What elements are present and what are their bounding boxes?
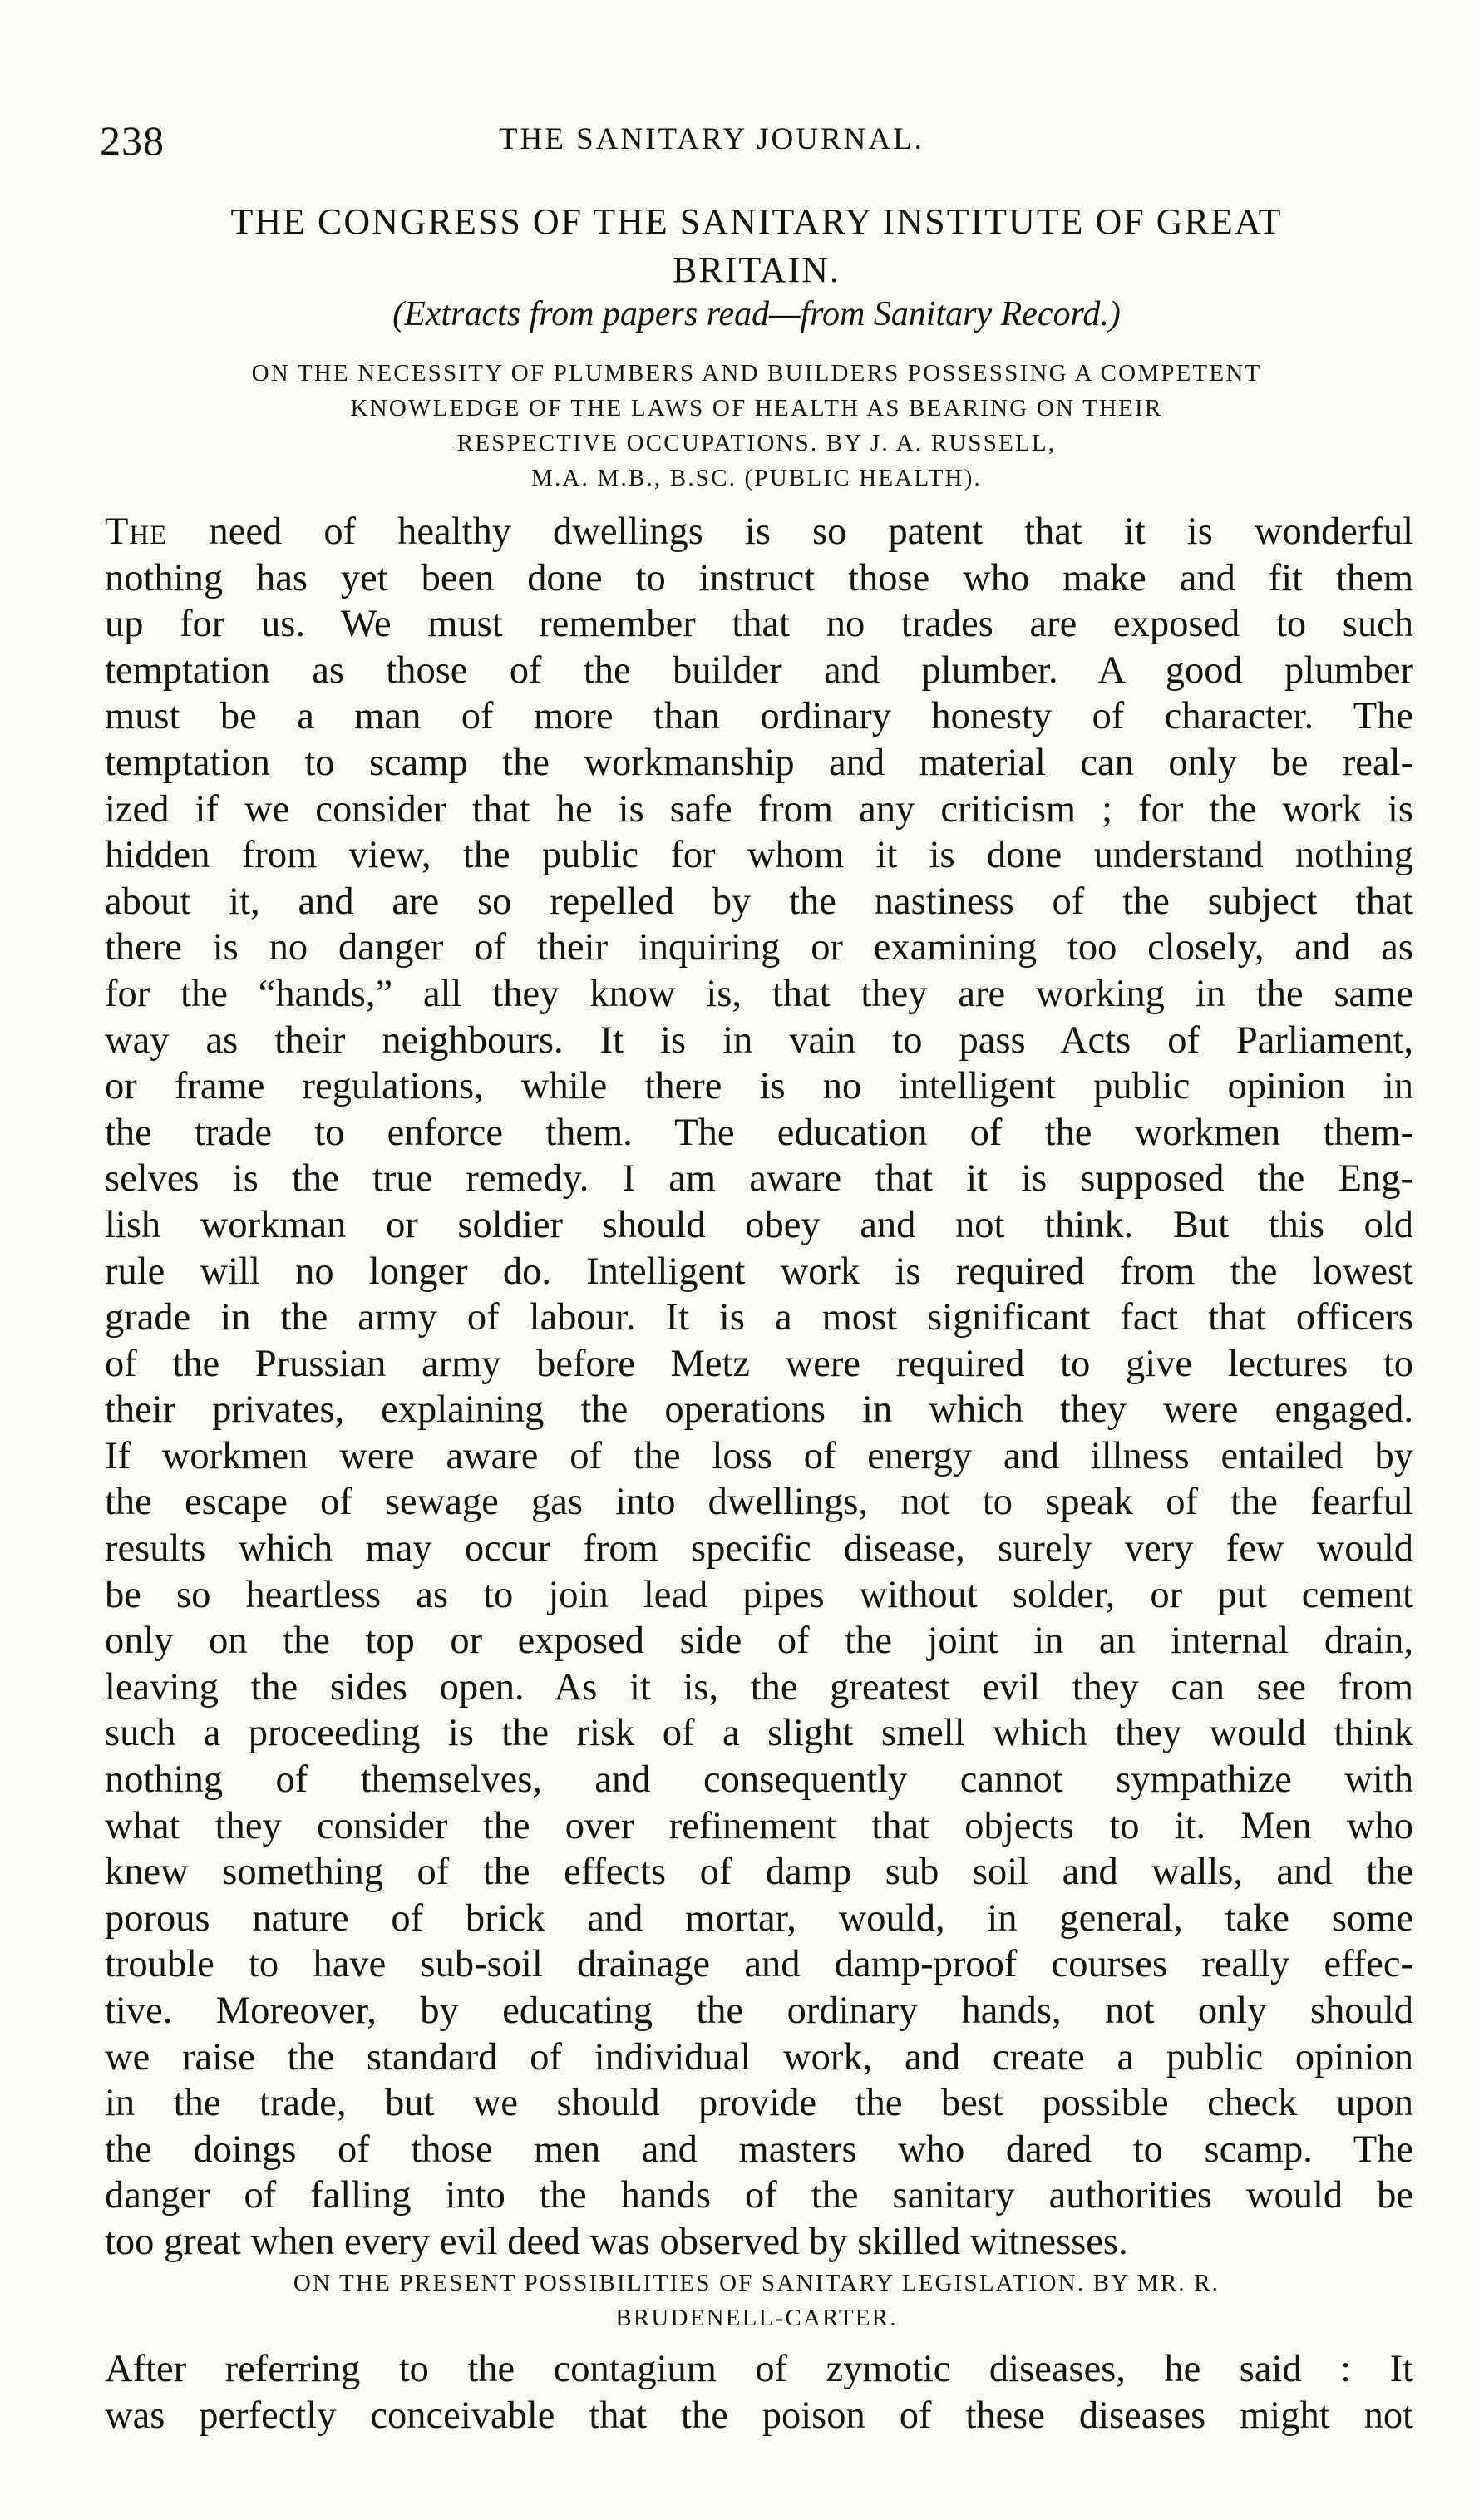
text-line: The need of healthy dwellings is so patent that it is wonderful xyxy=(105,510,1413,553)
paper2-body xyxy=(105,2346,1413,2439)
text-line: only on the top or exposed side of the joint in an internal drain, xyxy=(105,1620,1413,1663)
text-line: up for us. We must remember that no trades are exposed to such xyxy=(105,603,1413,646)
article-subtitle: (Extracts from papers read—from Sanitary Record.) xyxy=(392,295,1121,333)
running-head xyxy=(100,116,1413,166)
text-line: ized if we consider that he is safe from any criticism ; for the work is xyxy=(105,787,1413,831)
text-line: be so heartless as to join lead pipes without solder, or put cement xyxy=(105,1573,1413,1616)
text-line: tive. Moreover, by educating the ordinary hands, not only should xyxy=(105,1990,1413,2032)
text-line: about it, and are so repelled by the nastiness of the subject that xyxy=(105,880,1413,923)
text-line: lish workman or soldier should obey and not think. But this old xyxy=(105,1203,1413,1246)
text-line: After referring to the contagium of zymotic diseases, he said : It xyxy=(105,2348,1413,2390)
paper2-title xyxy=(100,2266,1413,2335)
text-line: If workmen were aware of the loss of energy and illness entailed by xyxy=(105,1434,1413,1477)
text-line: leaving the sides open. As it is, the greatest evil they can see from xyxy=(105,1665,1413,1709)
paper1-title-line-1: ON THE NECESSITY OF PLUMBERS AND BUILDERS POSSESSING A COMPETENT xyxy=(251,360,1262,387)
text-line: the doings of those men and masters who dared to scamp. The xyxy=(105,2128,1413,2171)
text-line: such a proceeding is the risk of a slight smell which they would think xyxy=(105,1712,1413,1755)
text-line: porous nature of brick and mortar, would, in general, take some xyxy=(105,1896,1413,1940)
text-line: or frame regulations, while there is no intelligent public opinion in xyxy=(105,1065,1413,1108)
article-title xyxy=(100,198,1413,294)
text-line: the trade to enforce them. The education of the workmen them- xyxy=(105,1111,1413,1154)
text-line: nothing of themselves, and consequently cannot sympathize with xyxy=(105,1758,1413,1802)
text-line: there is no danger of their inquiring or examining too closely, and as xyxy=(105,926,1413,969)
text-line: their privates, explaining the operations in which they were engaged. xyxy=(105,1388,1413,1432)
text-line: in the trade, but we should provide the best possible check upon xyxy=(105,2082,1413,2125)
text-line: grade in the army of labour. It is a most significant fact that officers xyxy=(105,1296,1413,1339)
paper1-title-line-3: RESPECTIVE OCCUPATIONS. BY J. A. RUSSELL, xyxy=(456,430,1057,456)
text-line: selves is the true remedy. I am aware that it is supposed the Eng- xyxy=(105,1157,1413,1201)
article-title-line-2: BRITAIN. xyxy=(673,249,841,290)
text-line: temptation to scamp the workmanship and material can only be real- xyxy=(105,741,1413,784)
paper2-title-line-2: BRUDENELL-CARTER. xyxy=(615,2305,898,2331)
text-line: was perfectly conceivable that the poison of these diseases might not xyxy=(105,2394,1413,2437)
lead-word: The xyxy=(105,510,168,553)
text-line: danger of falling into the hands of the sanitary authorities would be xyxy=(105,2174,1413,2217)
text-line: nothing has yet been done to instruct those who make and fit them xyxy=(105,556,1413,599)
text-line: we raise the standard of individual work, and create a public opinion xyxy=(105,2035,1413,2079)
paper1-title-line-4: M.A. M.B., B.SC. (PUBLIC HEALTH). xyxy=(530,465,983,491)
text-line: too great when every evil deed was observed by skilled witnesses. xyxy=(105,2220,1128,2263)
text-line: rule will no longer do. Intelligent work is required from the lowest xyxy=(105,1250,1413,1293)
journal-title: THE SANITARY JOURNAL. xyxy=(499,122,924,156)
paper2-title-line-1: ON THE PRESENT POSSIBILITIES OF SANITARY LEGISLATION. BY MR. R. xyxy=(293,2270,1220,2296)
text-line: temptation as those of the builder and plumber. A good plumber xyxy=(105,648,1413,692)
text-line: of the Prussian army before Metz were required to give lectures to xyxy=(105,1342,1413,1385)
text-line: must be a man of more than ordinary honesty of character. The xyxy=(105,695,1413,738)
text-line: what they consider the over refinement that objects to it. Men who xyxy=(105,1804,1413,1847)
text-line: results which may occur from specific disease, surely very few would xyxy=(105,1527,1413,1571)
text-line: for the “hands,” all they know is, that they are working in the same xyxy=(105,972,1413,1015)
text-line: way as their neighbours. It is in vain to pass Acts of Parliament, xyxy=(105,1018,1413,1062)
text-line: trouble to have sub-soil drainage and damp-proof courses really effec- xyxy=(105,1943,1413,1986)
paper1-title-line-2: KNOWLEDGE OF THE LAWS OF HEALTH AS BEARING ON THEIR xyxy=(350,395,1163,422)
article-title-line-1: THE CONGRESS OF THE SANITARY INSTITUTE OF GREAT xyxy=(230,201,1283,242)
paper1-title xyxy=(100,356,1413,496)
text-line: hidden from view, the public for whom it is done understand nothing xyxy=(105,834,1413,877)
page-number: 238 xyxy=(100,117,165,164)
paper1-body xyxy=(105,509,1413,2266)
text-line: knew something of the effects of damp sub soil and walls, and the xyxy=(105,1851,1413,1894)
text-line: the escape of sewage gas into dwellings, not to speak of the fearful xyxy=(105,1481,1413,1524)
